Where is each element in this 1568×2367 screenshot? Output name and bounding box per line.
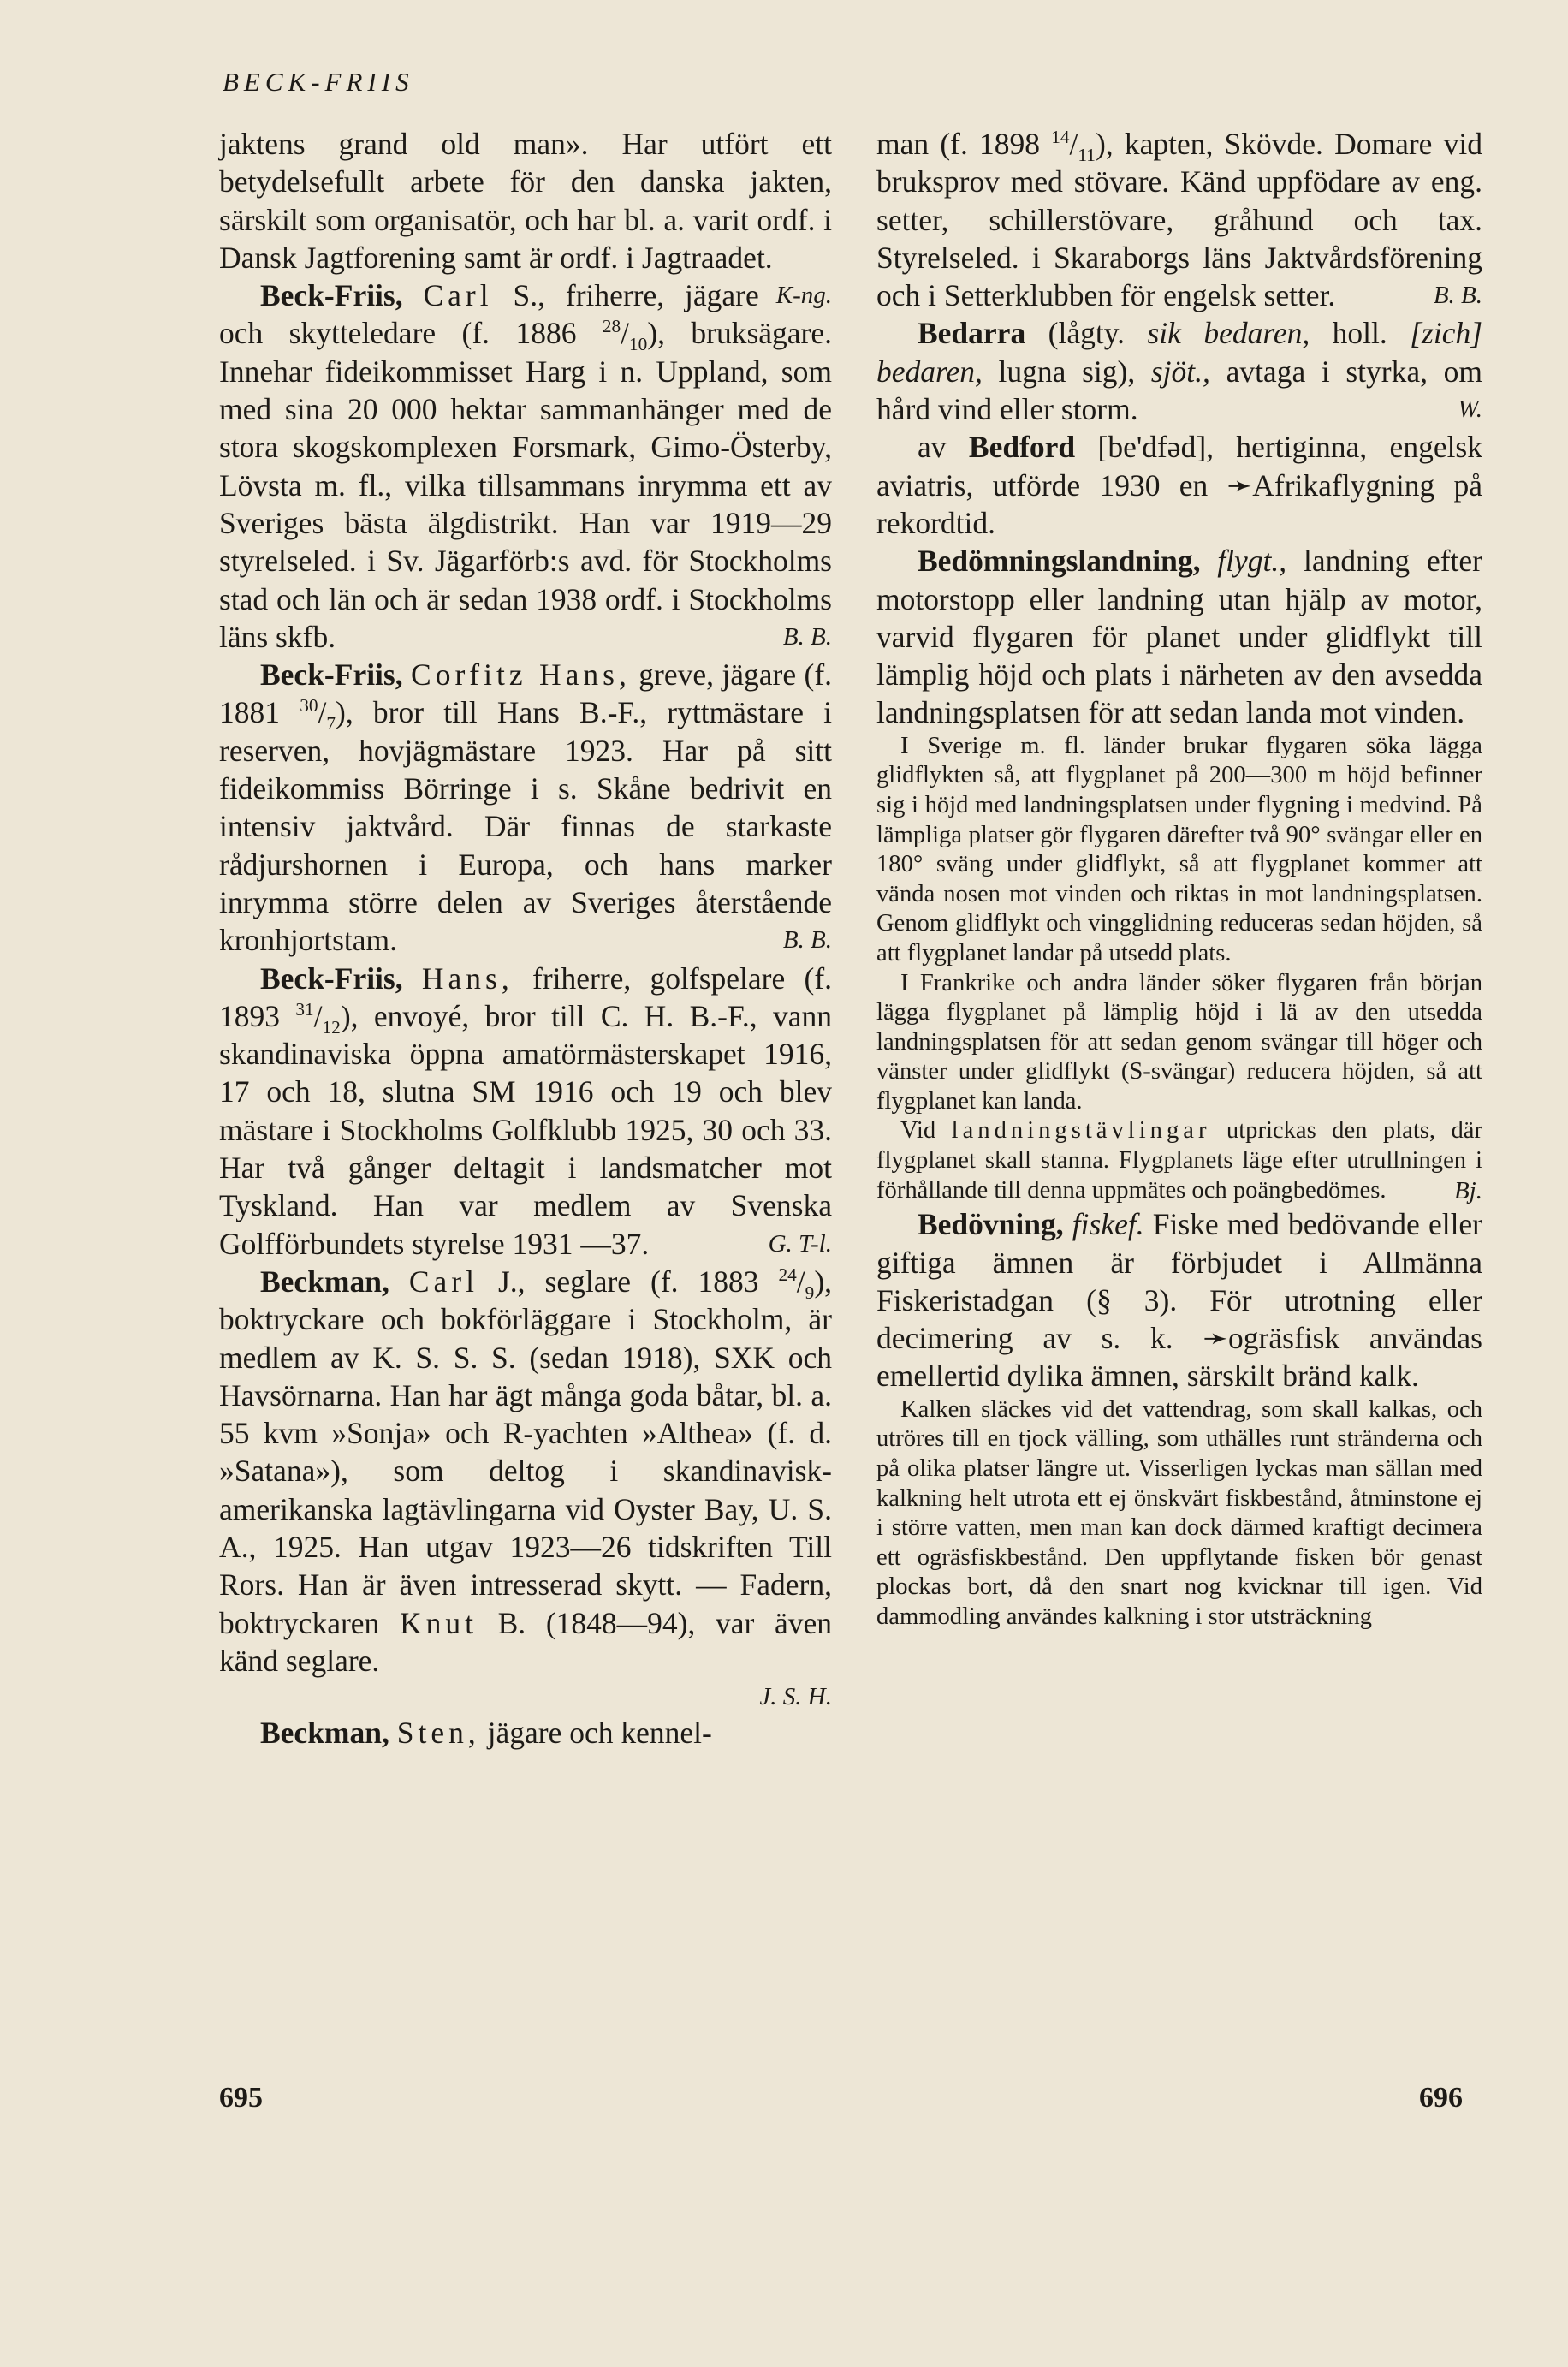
headword: Beck-Friis, — [260, 657, 403, 693]
entry-text: friherre, golfspelare (f. 1893 — [219, 960, 833, 1033]
right-column — [876, 125, 1482, 1632]
subject-label: flygt., — [1217, 544, 1287, 579]
entry-beck-friis-hans: Beck-Friis, Hans, friherre, golfspelare (f. 1893 $^{31}/_{12}$), envoyé, bror till C. H. B.-F., vann skandinaviska öppna amatörmästerskapet 1916, 17 och 18, slutna SM 1916 och 19 och blev mästare i Stockholms Golfklubb 1925, 30 och 33. Har två gånger deltagit i landsmatcher mot Tyskland. Han var medlem av Svenska Golfförbundets styrelse 1931 —37. G. T-l. — [219, 960, 832, 1263]
headword: Bedarra — [918, 316, 1026, 351]
entry-text: ), boktryckare och bokförläggare i Stockholm, är medlem av K. S. S. S. (sedan 1918), SXK och Havsörnarna. Han har ägt många goda båtar, bl. a. 55 kvm »Sonja» och R-yachten »Althea» (f. d. »Satana»), som deltog i skandinavisk-amerikanska lagtävlingarna vid Oyster Bay, U. S. A., 1925. Han utgav 1923—26 tidskriften Till Rors. Han är även intresserad skytt. — Fadern, boktryckaren — [219, 1264, 833, 1640]
headword: Beckman, — [260, 1716, 389, 1751]
date-day: 14 — [1051, 127, 1070, 148]
entry-prefix: av — [918, 430, 947, 465]
entry-text: ), bruksägare. Innehar fideikommisset Harg i n. Uppland, som med sina 20 000 hektar sammanhänger med de stora skogskomplexen Forsmark, Gimo-Österby, Lövsta m. fl., vilka tillsammans inrymma ett av Sveriges bästa älgdistrikt. Han var 1919—29 styrelseled. i Sv. Jägarförb:s avd. för Stockholms stad och län och är sedan 1938 ordf. i Stockholms läns skfb. — [219, 316, 833, 654]
given-name: Knut — [399, 1605, 478, 1640]
small-print-paragraph: Kalken släckes vid det vattendrag, som skall kalkas, och utröres till en tjock välling, som uthälles runt stränderna och på olika platser längre ut. Visserligen lyckas man sällan med kalkning helt utrota ett ej önskvärt fiskbestånd, åtminstone ej i större vatten, men man kan dock därmed kraftigt decimera ett ogräsfiskbestånd. Den uppflytande fisken bör genast plockas bort, då den snart nog kvicknar till igen. Vid dammodling användes kalkning i stor utsträckning — [876, 1395, 1482, 1630]
author-signature: J. S. H. — [759, 1683, 832, 1711]
entry-text: lugna sig), — [998, 354, 1136, 389]
entry-text: ), envoyé, bror till C. H. B.-F., vann skandinaviska öppna amatörmästerskapet 1916, 17 och 18, slutna SM 1916 och 19 och blev mästare i Stockholms Golfklubb 1925, 30 och 33. Har två gånger deltagit i landsmatcher mot Tyskland. Han var medlem av Svenska Golfförbundets styrelse 1931 —37. — [219, 998, 832, 1261]
entry-text: B. (1848—94), var även känd seglare. — [219, 1605, 833, 1678]
date-month: 7 — [326, 713, 336, 734]
entry-text: ), kapten, Skövde. Domare vid bruksprov med stövare. Känd uppfödare av eng. setter, schillerstövare, gråhund och tax. Styrelseled. i Skaraborgs läns Jaktvårdsförening och i Setterklubben för engelsk setter. — [876, 127, 1483, 313]
italic-term: sik bedaren, — [1147, 316, 1310, 351]
page-number-right: 696 — [1419, 2082, 1463, 2114]
author-signature: B. B. — [1433, 282, 1482, 310]
headword: Bedford — [968, 430, 1076, 465]
date-day: 24 — [778, 1264, 797, 1286]
author-signature: B. B. — [782, 622, 832, 651]
entry-text: jägare och kennel- — [487, 1716, 712, 1751]
date-month: 12 — [322, 1016, 341, 1038]
italic-term: sjöt., — [1150, 354, 1210, 389]
left-column — [219, 125, 832, 1751]
entry-text: [be'dfəd], hertiginna, engelsk aviatris, utförde 1930 en ➛Afrikaflygning på rekordtid. — [876, 430, 1482, 540]
small-print-paragraph: I Frankrike och andra länder söker flygaren från början lägga flygplanet på lämplig höjd i lä av den utsedda landningsplatsen för att sedan genom svängar till höger och vänster under glidflykt (S-svängar) reducera höjden, så att flygplanet kan landa. — [876, 969, 1482, 1115]
headword: Beck-Friis, — [260, 278, 403, 313]
entry-text: ), bror till Hans B.-F., ryttmästare i reserven, hovjägmästare 1923. Har på sitt fideikommiss Börringe i s. Skåne bedrivit en intensiv jaktvård. Där finnas de starkaste rådjurshornen i Europa, och hans marker inrymma större delen av Sveriges återstående kronhjortstam. — [219, 695, 833, 958]
entry-beck-friis-corfitz: Beck-Friis, Corfitz Hans, greve, jägare (f. 1881 $^{30}/_7$), bror till Hans B.-F., ryttmästare i reserven, hovjägmästare 1923. Har på sitt fideikommiss Börringe i s. Skåne bedrivit en intensiv jaktvård. Där finnas de starkaste rådjurshornen i Europa, och hans marker inrymma större delen av Sveriges återstående kronhjortstam. B. B. — [219, 656, 832, 959]
entry-text: (lågty. — [1048, 316, 1126, 351]
author-signature: G. T-l. — [768, 1229, 832, 1258]
headword: Beck-Friis, — [260, 960, 403, 996]
entry-beck-friis-carl: Beck-Friis, Carl S., friherre, jägare och skytteledare (f. 1886 $^{28}/_{10}$), bruksägare. Innehar fideikommisset Harg i n. Uppland, som med sina 20 000 hektar sammanhänger med de stora skogskomplexen Forsmark, Gimo-Österby, Lövsta m. fl., vilka tillsammans inrymma ett av Sveriges bästa älgdistrikt. Han var 1919—29 styrelseled. i Sv. Jägarförb:s avd. för Stockholms stad och län och är sedan 1938 ordf. i Stockholms läns skfb. B. B. — [219, 277, 832, 656]
author-signature: W. — [1458, 395, 1482, 424]
entry-bedomningslandning — [876, 542, 1482, 731]
entry-text: J., seglare (f. 1883 — [497, 1264, 759, 1299]
entry-text: holl. — [1332, 316, 1387, 351]
entry-continuation: man (f. 1898 $^{14}/_{11}$), kapten, Skövde. Domare vid bruksprov med stövare. Känd uppfödare av eng. setter, schillerstövare, gråhund och tax. Styrelseled. i Skaraborgs läns Jaktvårdsförening och i Setterklubben för engelsk setter. B. B. — [876, 125, 1482, 314]
entry-text: S., friherre, jägare och skytteledare (f. 1886 — [219, 278, 759, 351]
entry-beckman-carl: Beckman, Carl J., seglare (f. 1883 $^{24}/_9$), boktryckare och bokförläggare i Stockholm, är medlem av K. S. S. S. (sedan 1918), SXK och Havsörnarna. Han har ägt många goda båtar, bl. a. 55 kvm »Sonja» och R-yachten »Althea» (f. d. »Satana»), som deltog i skandinavisk-amerikanska lagtävlingarna vid Oyster Bay, U. S. A., 1925. Han utgav 1923—26 tidskriften Till Rors. Han är även intresserad skytt. — Fadern, boktryckaren Knut B. (1848—94), var även känd seglare. — [219, 1264, 833, 1678]
entry-text: jaktens grand old man». Har utfört ett betydelsefullt arbete för den danska jakten, särskilt som organisatör, och har bl. a. varit ordf. i Dansk Jagtforening samt är ordf. i Jagtraadet. — [219, 127, 832, 275]
date-month: 10 — [629, 334, 648, 355]
given-name: Corfitz Hans, — [411, 657, 631, 693]
headword: Bedömningslandning, — [918, 544, 1201, 579]
given-name: Hans, — [421, 960, 514, 996]
given-name: Carl — [423, 278, 493, 313]
entry-beckman-sten — [219, 1714, 832, 1751]
running-header: BECK-FRIIS — [223, 67, 414, 97]
date-month: 11 — [1078, 145, 1096, 166]
italic-term: [zich] bedaren, — [876, 316, 1483, 389]
page-number-left: 695 — [219, 2082, 263, 2114]
entry-text: man (f. 1898 — [876, 127, 1041, 161]
entry-text: Fiske med bedövande eller giftiga ämnen är förbjudet i Allmänna Fiskeristadgan (§ 3). För utrotning eller decimering av s. k. ➛ogräsfisk användas emellertid dylika ämnen, särskilt bränd kalk. — [876, 1207, 1483, 1394]
date-day: 30 — [300, 695, 318, 717]
author-signature: K-ng. — [775, 282, 832, 310]
author-signature: B. B. — [782, 926, 832, 955]
headword: Beckman, — [260, 1264, 389, 1299]
given-name: Carl — [408, 1264, 478, 1299]
headword: Bedövning, — [918, 1207, 1064, 1242]
entry-text: utprickas den plats, där flygplanet skall stanna. Flygplanets läge efter utrullningen i förhållande till denna uppmätes och poängbedömes. — [876, 1117, 1482, 1204]
author-signature: Bj. — [1453, 1176, 1482, 1204]
small-print-paragraph — [876, 1116, 1482, 1205]
entry-bedovning — [876, 1205, 1482, 1395]
small-print-paragraph: I Sverige m. fl. länder brukar flygaren söka lägga glidflykten så, att flygplanet på 200—300 m höjd befinner sig i höjd med landningsplatsen under flygning i medvind. På lämpliga platser gör flygaren därefter två 90° svängar eller en 180° sväng under glidflykt, så att flygplanet kommer att vända nosen mot vinden och riktas in mot landningsplatsen. Genom glidflykt och vingglidning reduceras sedan höjden, så att flygplanet landar på utsedd plats. — [876, 732, 1482, 966]
entry-text: Vid — [900, 1117, 936, 1145]
entry-bedarra — [876, 314, 1482, 428]
entry-bedford — [876, 428, 1482, 542]
date-day: 31 — [295, 999, 314, 1020]
spaced-term: landningstävlingar — [951, 1117, 1211, 1145]
given-name: Sten, — [396, 1716, 480, 1751]
entry-text: avtaga i styrka, om hård vind eller storm. — [876, 354, 1483, 427]
date-day: 28 — [602, 316, 621, 337]
date-month: 9 — [805, 1282, 815, 1303]
entry-text: greve, jägare (f. 1881 — [219, 657, 833, 730]
subject-label: fiskef. — [1072, 1207, 1144, 1242]
entry-text: landning efter motorstopp eller landning utan hjälp av motor, varvid flygaren för planet under glidflykt till lämplig höjd och plats i närheten av den avsedda landningsplatsen för att sedan landa mot vinden. — [876, 544, 1482, 730]
